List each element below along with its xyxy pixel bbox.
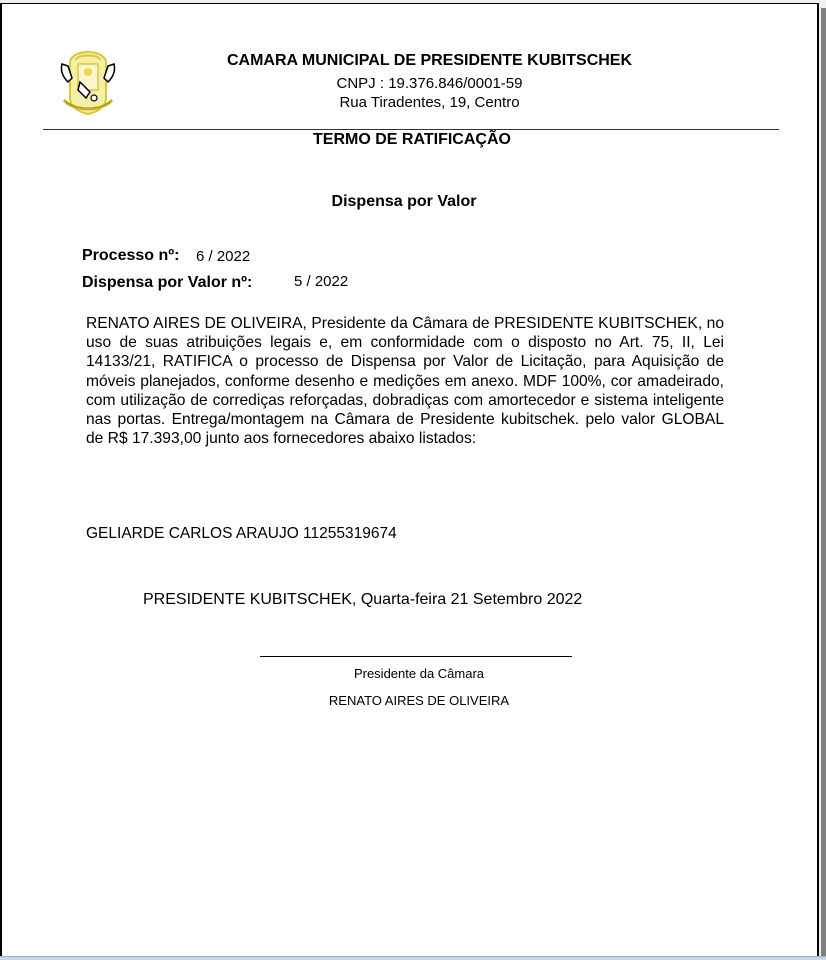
dispensa-value: 5 / 2022 — [294, 273, 349, 290]
signatory-name: RENATO AIRES DE OLIVEIRA — [328, 693, 510, 708]
institution-cnpj: CNPJ : 19.376.846/0001-59 — [336, 75, 523, 92]
processo-label: Processo nº: — [82, 247, 180, 264]
page-shadow — [821, 8, 826, 957]
dispensa-label: Dispensa por Valor nº: — [82, 274, 253, 291]
signatory-role: Presidente da Câmara — [353, 666, 485, 681]
signature-line — [260, 656, 572, 657]
viewer-bottom-bar — [0, 956, 826, 960]
ratification-body: RENATO AIRES DE OLIVEIRA, Presidente da Câmara de PRESIDENTE KUBITSCHEK, no uso de suas atribuições legais e, em conformidade com o disposto no Art. 75, II, Lei 14133/21, RATIFICA o processo de Dispensa por Valor de Licitação, para Aquisição de móveis planejados, conforme desenho e medições em anexo. MDF 100%, cor amadeirado, com utilização de corrediças reforçadas, dobradiças com amortecedor e sistema inteligente nas portas. Entrega/montagem na Câmara de Presidente kubitschek. pelo valor GLOBAL de R$ 17.393,00 junto aos fornecedores abaixo listados: — [86, 315, 724, 448]
institution-name: CAMARA MUNICIPAL DE PRESIDENTE KUBITSCHEK — [226, 52, 633, 69]
supplier-item: GELIARDE CARLOS ARAUJO 11255319674 — [86, 525, 397, 542]
header-divider — [43, 129, 779, 130]
document-subtitle: Dispensa por Valor — [331, 193, 477, 210]
institution-address: Rua Tiradentes, 19, Centro — [339, 94, 520, 111]
place-and-date: PRESIDENTE KUBITSCHEK, Quarta-feira 21 Setembro 2022 — [143, 591, 583, 608]
processo-value: 6 / 2022 — [196, 248, 251, 265]
document-title: TERMO DE RATIFICAÇÃO — [313, 131, 511, 148]
